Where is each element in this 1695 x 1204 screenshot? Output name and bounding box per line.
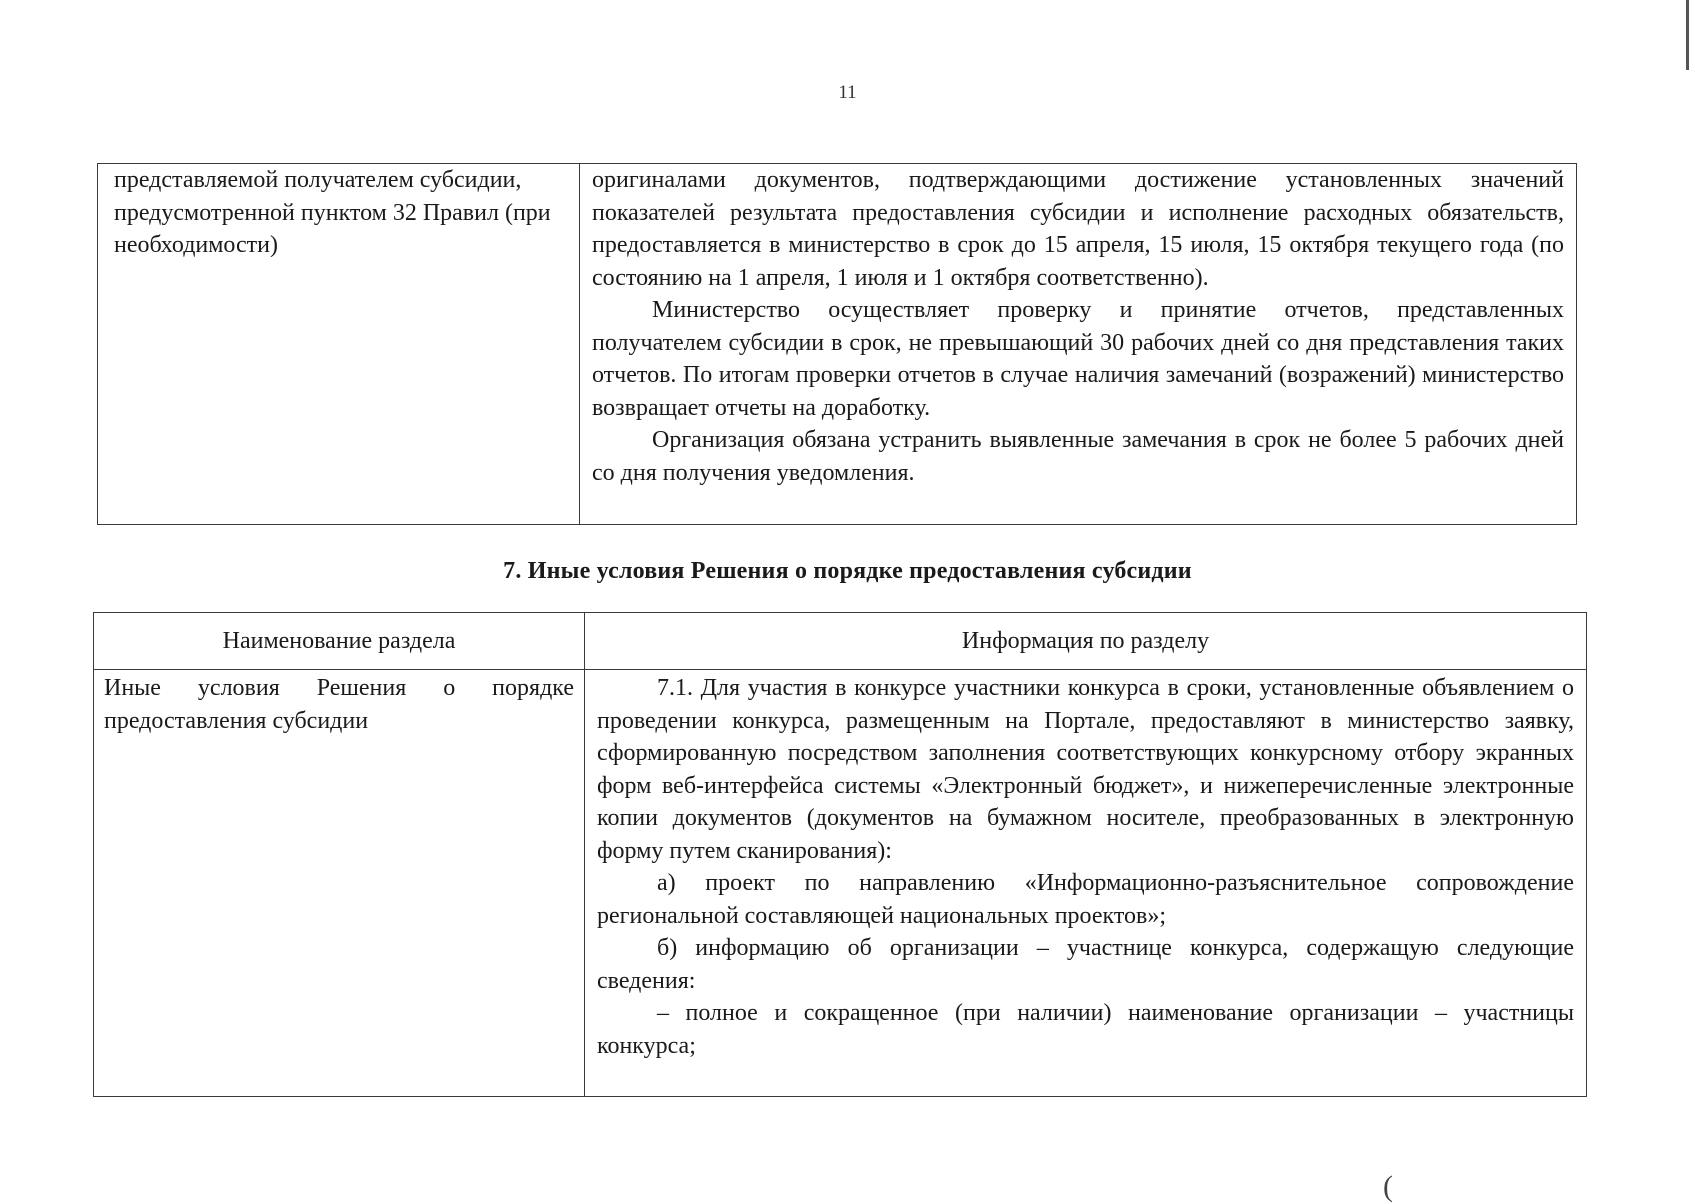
info-paragraph: Организация обязана устранить выявленные замечания в срок не более 5 рабочих дней со дня получения уведомления. [592, 427, 1564, 486]
column-header-section-name: Наименование раздела [94, 613, 585, 670]
section-name-text: представляемой получателем субсидии, предусмотренной пунктом 32 Правил (при необходимости) [114, 167, 551, 258]
section-info-cell [585, 670, 1587, 1097]
info-paragraph: а) проект по направлению «Информационно-разъяснительное сопровождение региональной составляющей национальных проектов»; [597, 870, 1574, 929]
section-name-cell [94, 670, 585, 1097]
column-header-section-info: Информация по разделу [585, 613, 1587, 670]
table-row [98, 164, 1577, 525]
section-info-cell [580, 164, 1577, 525]
table-header-row [94, 613, 1587, 670]
section-7-table [93, 612, 1587, 1097]
scan-margin-mark [1686, 0, 1689, 70]
info-paragraph: б) информацию об организации – участнице конкурса, содержащую следующие сведения: [597, 935, 1574, 994]
section-name-text: Иные условия Решения о порядке предоставления субсидии [104, 675, 574, 734]
section-heading: 7. Иные условия Решения о порядке предоставления субсидии [503, 558, 1192, 584]
info-paragraph: 7.1. Для участия в конкурсе участники конкурса в сроки, установленные объявлением о проведении конкурса, размещенным на Портале, предоставляют в министерство заявку, сформированную посредством заполнения соответствующих конкурсному отбору экранных форм веб-интерфейса системы «Электронный бюджет», и нижеперечисленные электронные копии документов (документов на бумажном носителе, преобразованных в электронную форму путем сканирования): [597, 675, 1574, 864]
table-row [94, 670, 1587, 1097]
scan-pen-mark: ( [1383, 1170, 1393, 1203]
info-paragraph: оригиналами документов, подтверждающими достижение установленных значений показателей результата предоставления субсидии и исполнение расходных обязательств, предоставляется в министерство в срок до 15 апреля, 15 июля, 15 октября текущего года (по состоянию на 1 апреля, 1 июля и 1 октября соответственно). [592, 167, 1564, 291]
page-number: 11 [838, 82, 857, 103]
info-paragraph: – полное и сокращенное (при наличии) наименование организации – участницы конкурса; [597, 1000, 1574, 1059]
section-name-cell [98, 164, 580, 525]
continuation-table [97, 163, 1577, 525]
info-paragraph: Министерство осуществляет проверку и принятие отчетов, представленных получателем субсидии в срок, не превышающий 30 рабочих дней со дня представления таких отчетов. По итогам проверки отчетов в случае наличия замечаний (возражений) министерство возвращает отчеты на доработку. [592, 297, 1564, 421]
